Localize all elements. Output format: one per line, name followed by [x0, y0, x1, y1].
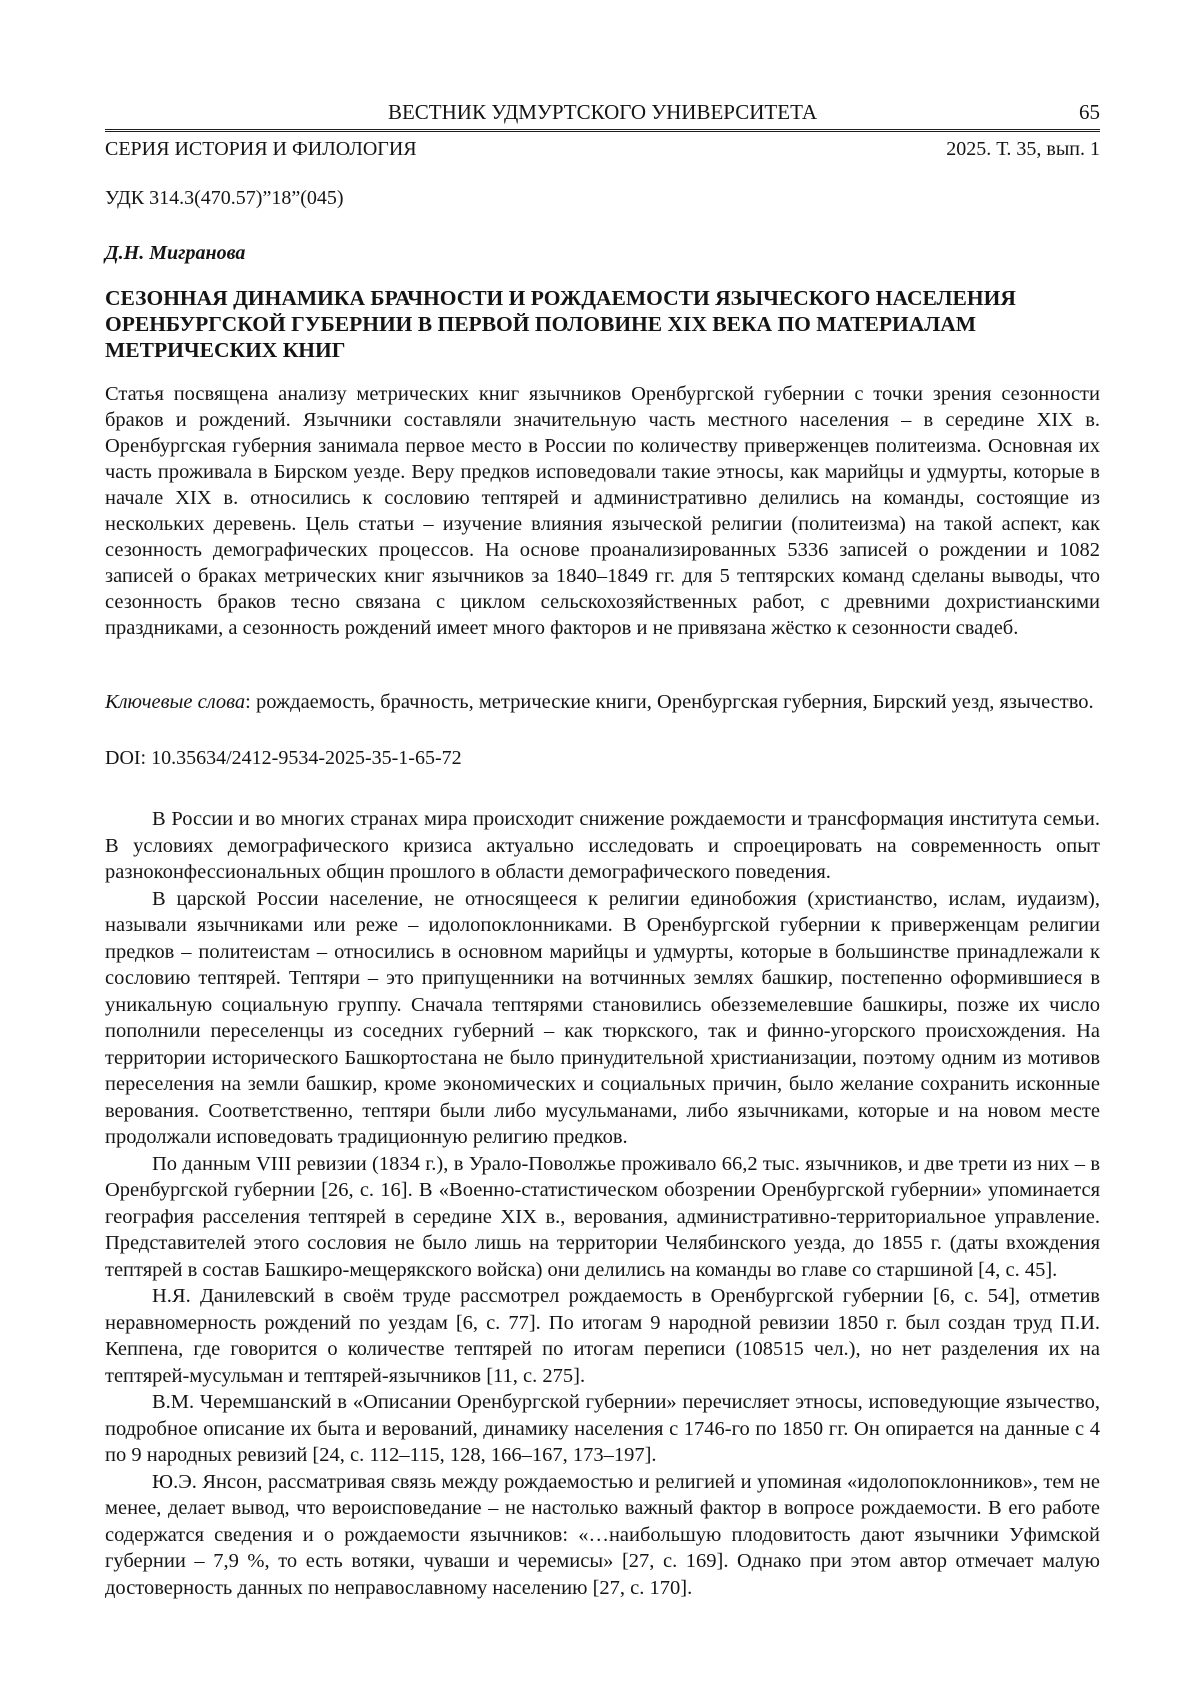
- article-body: [105, 806, 1100, 1601]
- abstract-text: Статья посвящена анализу метрических книг язычников Оренбургской губернии с точки зрения сезонности браков и рождений. Язычники составляли значительную часть местного населения – в середине XIX в. Оренбургская губерния занимала первое место в России по количеству приверженцев политеизма. Основная их часть проживала в Бирском уезде. Веру предков исповедовали такие этносы, как марийцы и удмурты, которые в начале XIX в. относились к сословию тептярей и административно делились на команды, состоящие из нескольких деревень. Цель статьи – изучение влияния языческой религии (политеизма) на такой аспект, как сезонность демографических процессов. На основе проанализированных 5336 записей о рождении и 1082 записей о браках метрических книг язычников за 1840–1849 гг. для 5 тептярских команд сделаны выводы, что сезонность браков тесно связана с циклом сельскохозяйственных работ, с древними дохристианскими праздниками, а сезонность рождений имеет много факторов и не привязана жёстко к сезонности свадеб.: [105, 383, 1100, 639]
- series-row: [105, 137, 1100, 161]
- body-paragraph: Н.Я. Данилевский в своём труде рассмотрел рождаемость в Оренбургской губернии [6, с. 54], отметив неравномерность рождений по уездам [6, с. 77]. По итогам 9 народной ревизии 1850 г. был создан труд П.И. Кеппена, где говорится о количестве тептярей по итогам переписи (108515 чел.), но нет разделения их на тептярей-мусульман и тептярей-язычников [11, с. 275].: [105, 1285, 1100, 1387]
- body-paragraph: В.М. Черемшанский в «Описании Оренбургской губернии» перечисляет этносы, исповедующие язычество, подробное описание их быта и верований, динамику населения с 1746-го по 1850 гг. Он опирается на данные с 4 по 9 народных ревизий [24, с. 112–115, 128, 166–167, 173–197].: [105, 1391, 1100, 1466]
- page-number: 65: [1079, 100, 1100, 124]
- udc-code: УДК 314.3(470.57)”18”(045): [105, 187, 344, 209]
- keywords-list: : рождаемость, брачность, метрические книги, Оренбургская губерния, Бирский уезд, язычество.: [245, 691, 1094, 713]
- keywords-label: Ключевые слова: [105, 691, 246, 713]
- doi-line: DOI: 10.35634/2412-9534-2025-35-1-65-72: [105, 747, 462, 769]
- running-head: [105, 100, 1100, 132]
- body-paragraph: В России и во многих странах мира происходит снижение рождаемости и трансформация института семьи. В условиях демографического кризиса актуально исследовать и спроецировать на современность опыт разноконфессиональных общин прошлого в области демографического поведения.: [105, 808, 1100, 883]
- article-title: СЕЗОННАЯ ДИНАМИКА БРАЧНОСТИ И РОЖДАЕМОСТИ ЯЗЫЧЕСКОГО НАСЕЛЕНИЯ ОРЕНБУРГСКОЙ ГУБЕРНИИ В ПЕРВОЙ ПОЛОВИНЕ XIX ВЕКА ПО МАТЕРИАЛАМ МЕТРИЧЕСКИХ КНИГ: [105, 286, 1016, 362]
- body-paragraph: Ю.Э. Янсон, рассматривая связь между рождаемостью и религией и упоминая «идолопоклонников», тем не менее, делает вывод, что вероисповедание – не настолько важный фактор в вопросе рождаемости. В его работе содержатся сведения и о рождаемости язычников: «…наибольшую плодовитость дают язычники Уфимской губернии – 7,9 %, то есть вотяки, чуваши и черемисы» [27, с. 169]. Однако при этом автор отмечает малую достоверность данных по неправославному населению [27, с. 170].: [105, 1470, 1100, 1599]
- body-paragraph: В царской России население, не относящееся к религии единобожия (христианство, ислам, иудаизм), называли язычниками или реже – идолопоклонниками. В Оренбургской губернии к приверженцам религии предков – политеистам – относились в основном марийцы и удмурты, которые в большинстве принадлежали к сословию тептярей. Тептяри – это припущенники на вотчинных землях башкир, постепенно оформившиеся в уникальную социальную группу. Сначала тептярями становились обезземелевшие башкиры, позже их число пополнили переселенцы из соседних губерний – как тюркского, так и финно-угорского происхождения. На территории исторического Башкортостана не было принудительной христианизации, поэтому одним из мотивов переселения на земли башкир, кроме экономических и социальных причин, было желание сохранить исконные верования. Соответственно, тептяри были либо мусульманами, либо язычниками, которые и на новом месте продолжали исповедовать традиционную религию предков.: [105, 887, 1100, 1148]
- author-name: Д.Н. Мигранова: [105, 242, 246, 264]
- journal-title: ВЕСТНИК УДМУРТСКОГО УНИВЕРСИТЕТА: [387, 100, 818, 124]
- series-title: СЕРИЯ ИСТОРИЯ И ФИЛОЛОГИЯ: [105, 138, 417, 160]
- issue-info: 2025. Т. 35, вып. 1: [946, 138, 1100, 160]
- keywords-line: [105, 689, 1100, 715]
- body-paragraph: По данным VIII ревизии (1834 г.), в Урало-Поволжье проживало 66,2 тыс. язычников, и две трети из них – в Оренбургской губернии [26, с. 16]. В «Военно-статистическом обозрении Оренбургской губернии» упоминается география расселения тептярей в середине XIX в., верования, административно-территориальное управление. Представителей этого сословия не было лишь на территории Челябинского уезда, до 1855 г. (даты вхождения тептярей в состав Башкиро-мещерякского войска) они делились на команды во главе со старшиной [4, с. 45].: [105, 1152, 1100, 1281]
